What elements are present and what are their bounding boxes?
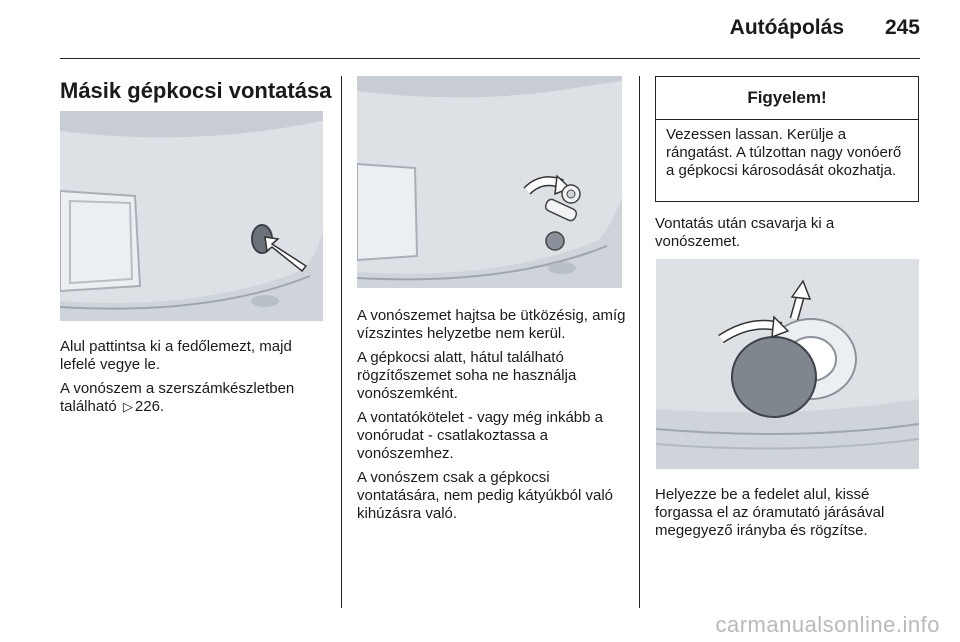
paragraph: Alul pattintsa ki a fedőlemezt, majd lefelé vegye le. xyxy=(60,338,292,373)
page-reference-icon[interactable]: ▷ xyxy=(122,399,133,414)
section-title: Másik gépkocsi vontatása xyxy=(60,78,332,103)
warning-heading: Figyelem! xyxy=(656,77,918,120)
watermark: carmanualsonline.info xyxy=(715,612,940,637)
column-divider-1 xyxy=(341,76,342,608)
header-divider xyxy=(60,58,920,59)
column-divider-2 xyxy=(639,76,640,608)
warning-text: Vezessen lassan. Kerülje a rángatást. A túlzottan nagy vonóerő a gépkocsi károsodását okozhatja. xyxy=(666,126,902,179)
column2-text xyxy=(357,307,629,529)
reference-paragraph xyxy=(60,380,330,416)
tow-eye-install-figure xyxy=(357,76,622,288)
paragraph: A gépkocsi alatt, hátul található rögzítőszemet soha ne használja vonószemként. xyxy=(357,349,577,402)
paragraph: A vontatókötelet - vagy még inkább a vonórudat - csatlakoztassa a vonószemhez. xyxy=(357,409,603,462)
reference-page-link[interactable]: 226. xyxy=(134,398,165,415)
paragraph: Vontatás után csavarja ki a vonószemet. xyxy=(655,215,835,250)
reference-text: A vonószem a szerszámkészletben található xyxy=(60,380,295,415)
page-number: 245 xyxy=(884,16,920,39)
paragraph: A vonószemet hajtsa be ütközésig, amíg vízszintes helyzetbe nem kerül. xyxy=(357,307,626,342)
cover-refit-figure xyxy=(656,259,919,469)
column1-text xyxy=(60,338,330,422)
warning-box xyxy=(655,76,919,202)
running-header-title: Autóápolás xyxy=(729,16,844,39)
column3-text-top xyxy=(655,215,920,257)
bumper-cover-figure xyxy=(60,111,323,321)
column3-text-bottom xyxy=(655,486,920,546)
paragraph: A vonószem csak a gépkocsi vontatására, nem pedig kátyúkból való kihúzásra való. xyxy=(357,469,613,522)
paragraph: Helyezze be a fedelet alul, kissé forgassa el az óramutató járásával megegyező irányba és rögzítse. xyxy=(655,486,885,539)
